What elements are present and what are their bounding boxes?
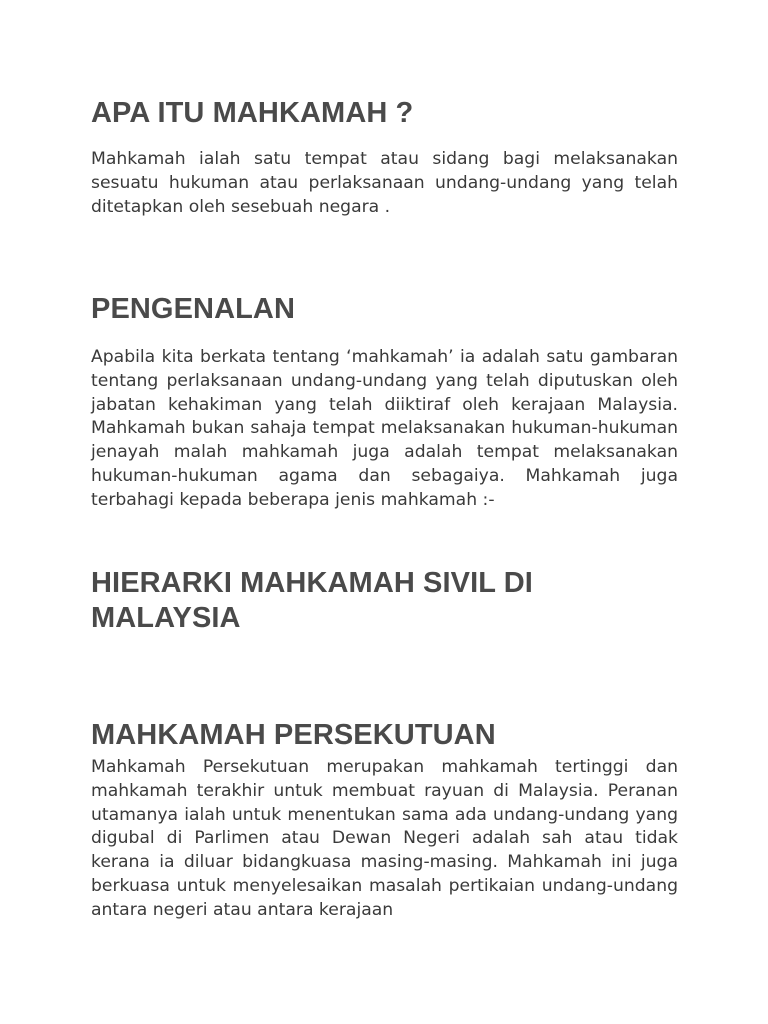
paragraph-mahkamah-persekutuan: Mahkamah Persekutuan merupakan mahkamah tertinggi dan mahkamah terakhir untuk membuat rayuan di Malaysia. Peranan utamanya ialah untuk menentukan sama ada undang-undang yang digubal di Parlimen atau Dewan Negeri adalah sah atau tidak kerana ia diluar bidangkuasa masing-masing. Mahkamah ini juga berkuasa untuk menyelesaikan masalah pertikaian undang-undang antara negeri atau antara kerajaan bbox=[91, 757, 678, 920]
heading-apa-itu-mahkamah: APA ITU MAHKAMAH ? bbox=[91, 97, 414, 129]
paragraph-introduction: Apabila kita berkata tentang ‘mahkamah’ ia adalah satu gambaran tentang perlaksanaan undang-undang yang telah diputuskan oleh jabatan kehakiman yang telah diiktiraf oleh kerajaan Malaysia. Mahkamah bukan sahaja tempat melaksanakan hukuman-hukuman jenayah malah mahkamah juga adalah tempat melaksanakan hukuman-hukuman agama dan sebagaiya. Mahkamah juga terbahagi kepada beberapa jenis mahkamah :- bbox=[91, 347, 678, 510]
heading-mahkamah-persekutuan: MAHKAMAH PERSEKUTUAN bbox=[91, 719, 496, 751]
heading-pengenalan: PENGENALAN bbox=[91, 293, 296, 325]
paragraph-definition: Mahkamah ialah satu tempat atau sidang bagi melaksanakan sesuatu hukuman atau perlaksanaan undang-undang yang telah ditetapkan oleh sesebuah negara . bbox=[91, 149, 678, 217]
heading-hierarki-mahkamah: HIERARKI MAHKAMAH SIVIL DI MALAYSIA bbox=[91, 567, 533, 634]
